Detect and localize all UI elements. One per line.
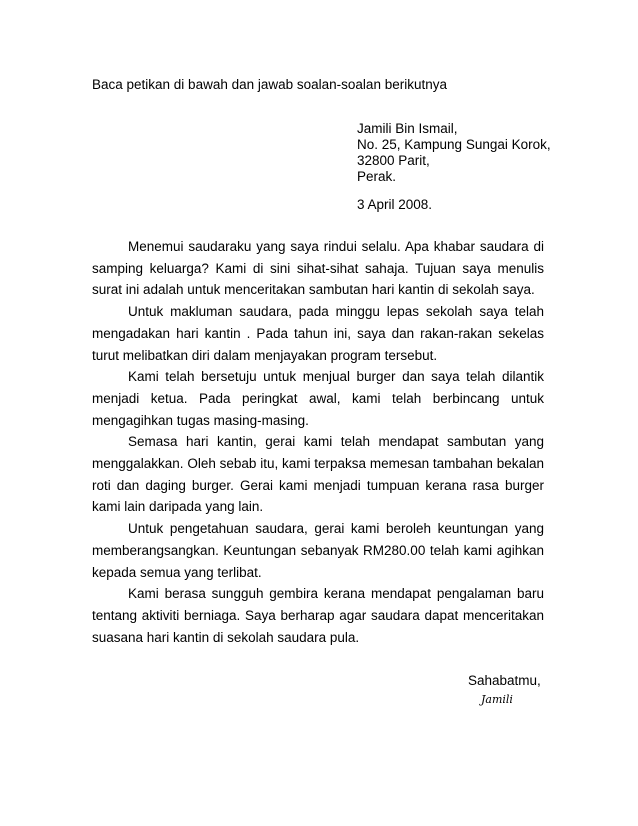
paragraph-burger: Kami telah bersetuju untuk menjual burger dan saya telah dilantik menjadi ketua. Pada peringkat awal, kami telah berbincang untuk mengagihkan tugas masing-masing. [92, 369, 544, 428]
address-line-postcode: 32800 Parit, [357, 153, 430, 168]
instruction-text: Baca petikan di bawah dan jawab soalan-soalan berikutnya [92, 77, 447, 92]
paragraph-profit: Untuk pengetahuan saudara, gerai kami beroleh keuntungan yang memberangsangkan. Keuntungan sebanyak RM280.00 telah kami agihkan kepada semua yang terlibat. [92, 521, 544, 580]
paragraph-closing: Kami berasa sungguh gembira kerana mendapat pengalaman baru tentang aktiviti berniaga. Saya berharap agar saudara dapat menceritakan suasana hari kantin di sekolah saudara pula. [92, 586, 544, 645]
letter-date: 3 April 2008. [357, 197, 433, 212]
address-line-street: No. 25, Kampung Sungai Korok, [357, 137, 551, 152]
paragraph-greeting: Menemui saudaraku yang saya rindui selalu. Apa khabar saudara di samping keluarga? Kami di sini sihat-sihat sahaja. Tujuan saya menulis surat ini adalah untuk menceritakan sambutan hari kantin di sekolah saya. [92, 239, 544, 298]
letter-body [92, 236, 544, 648]
paragraph-announcement: Untuk makluman saudara, pada minggu lepas sekolah saya telah mengadakan hari kantin . Pada tahun ini, saya dan rakan-rakan sekelas turut melibatkan diri dalam menjayakan program tersebut. [92, 304, 544, 363]
sender-address [357, 121, 551, 185]
paragraph-response: Semasa hari kantin, gerai kami telah mendapat sambutan yang menggalakkan. Oleh sebab itu, kami terpaksa memesan tambahan bekalan roti dan daging burger. Gerai kami menjadi tumpuan kerana rasa burger kami lain daripada yang lain. [92, 434, 544, 515]
closing-salutation: Sahabatmu, [468, 673, 541, 688]
address-line-name: Jamili Bin Ismail, [357, 121, 458, 136]
address-line-state: Perak. [357, 169, 397, 184]
signature: Jamili [481, 693, 513, 706]
